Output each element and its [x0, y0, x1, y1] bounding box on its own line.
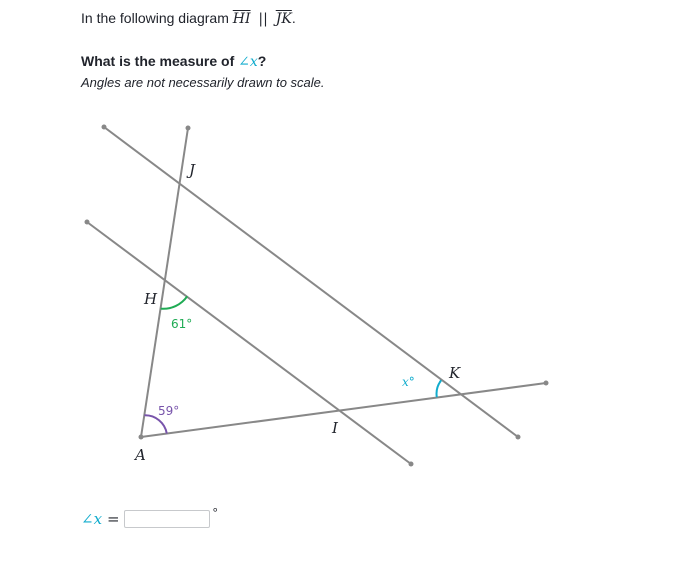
angle-label-k: x°	[402, 375, 415, 389]
label-a: A	[135, 446, 146, 464]
intro-period: .	[291, 10, 296, 26]
endpoint-top-aj	[186, 126, 191, 131]
label-j: J	[189, 161, 196, 179]
parallel-symbol: ||	[258, 11, 268, 27]
endpoint-right-ak	[544, 381, 549, 386]
answer-angle-label: ∠x	[81, 510, 103, 528]
endpoint-right-jk	[516, 435, 521, 440]
segment-jk: $\overline{JK}$	[275, 11, 292, 27]
line-a-j	[141, 128, 188, 437]
answer-row	[81, 504, 218, 528]
angle-arc-k	[437, 380, 442, 397]
label-h: H	[144, 290, 158, 308]
angle-arc-a	[144, 415, 166, 433]
endpoint-a	[139, 435, 144, 440]
answer-input[interactable]	[124, 510, 210, 528]
angle-label-a: 59°	[158, 404, 180, 418]
label-i: I	[332, 419, 338, 437]
line-h-i	[87, 222, 411, 464]
angle-arc-h	[161, 296, 188, 308]
line-a-k	[141, 383, 546, 437]
question-text: What is the measure of	[81, 53, 235, 69]
label-k: K	[449, 364, 461, 382]
intro-text: In the following diagram	[81, 10, 229, 26]
endpoint-left-jk	[102, 125, 107, 130]
segment-hi: $\overline{HI}$	[232, 11, 251, 27]
angle-label-h: 61°	[171, 317, 193, 331]
degree-unit: °	[212, 504, 218, 520]
question-angle: ∠x	[238, 54, 258, 70]
scale-note: Angles are not necessarily drawn to scale.	[81, 75, 325, 90]
endpoint-right-hi	[409, 462, 414, 467]
endpoint-left-hi	[85, 220, 90, 225]
question-mark: ?	[257, 53, 267, 69]
equals-sign: =	[107, 510, 120, 528]
